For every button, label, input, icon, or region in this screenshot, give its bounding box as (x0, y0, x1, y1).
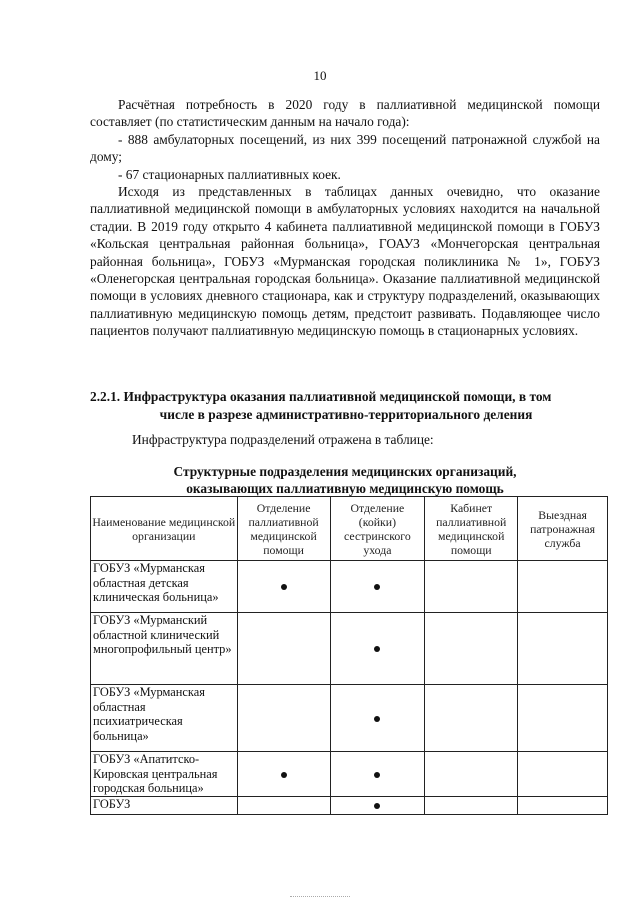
section-heading (90, 388, 602, 424)
header-organization: Наименование медицинской организации (91, 497, 238, 561)
table-cell (330, 613, 425, 685)
bullet-dot-icon (374, 716, 380, 722)
table-cell (425, 685, 518, 752)
table-cell (518, 796, 608, 814)
table-cell (237, 613, 330, 685)
table-title (90, 463, 600, 497)
table-body (91, 561, 608, 815)
table-cell (330, 685, 425, 752)
section-heading-line2: числе в разрезе административно-территориального деления (159, 407, 533, 422)
table-row (91, 685, 608, 752)
bullet-dot-icon (374, 772, 380, 778)
header-palliative-department: Отделение паллиативной медицинской помощи (237, 497, 330, 561)
page-number: 10 (313, 68, 327, 83)
paragraph-need: Расчётная потребность в 2020 году в паллиативной медицинской помощи составляет (по статистическим данным на начало года): (90, 97, 600, 130)
table-cell (425, 561, 518, 613)
bullet-dot-icon (374, 584, 380, 590)
table-intro: Инфраструктура подразделений отражена в таблице: (132, 432, 434, 447)
table-cell (237, 752, 330, 797)
table-cell (237, 685, 330, 752)
organization-name: ГОБУЗ «Мурманская областная детская клиническая больница» (91, 561, 238, 613)
bullet-dot-icon (281, 772, 287, 778)
table-cell (518, 752, 608, 797)
table-cell (330, 796, 425, 814)
table-cell (237, 561, 330, 613)
table-title-line1: Структурные подразделения медицинских организаций, (173, 464, 517, 479)
palliative-units-table (90, 496, 608, 815)
table-cell (425, 752, 518, 797)
organization-name: ГОБУЗ (91, 796, 238, 814)
table-row (91, 613, 608, 685)
table-cell (518, 613, 608, 685)
list-item-visits: - 888 амбулаторных посещений, из них 399 посещений патронажной службой на дому; (90, 131, 600, 165)
table-cell (330, 561, 425, 613)
list-item-beds: - 67 стационарных паллиативных коек. (118, 166, 341, 182)
table-cell (518, 561, 608, 613)
table-title-line2: оказывающих паллиативную медицинскую помощь (186, 481, 504, 496)
paragraph-analysis: Исходя из представленных в таблицах данных очевидно, что оказание паллиативной медицинской помощи в амбулаторных условиях находится на начальной стадии. В 2019 году открыто 4 кабинета паллиативной медицинской помощи в ГОБУЗ «Кольская центральная районная больница», ГОАУЗ «Мончегорская центральная районная больница», ГОБУЗ «Мурманская городская поликлиника № 1», ГОБУЗ «Оленегорская центральная городская больница». Оказание паллиативной медицинской помощи в условиях дневного стационара, как и структуру подразделений, оказывающих паллиативную медицинскую помощь детям, предстоит развивать. Подавляющее число пациентов получают паллиативную медицинскую помощь в стационарных условиях. (90, 184, 600, 339)
header-nursing-department: Отделение (койки) сестринского ухода (330, 497, 425, 561)
bullet-dot-icon (374, 803, 380, 809)
section-heading-line1: 2.2.1. Инфраструктура оказания паллиативной медицинской помощи, в том (90, 389, 552, 404)
body-text (90, 96, 600, 340)
table-row (91, 752, 608, 797)
organization-name: ГОБУЗ «Мурманский областной клинический многопрофильный центр» (91, 613, 238, 685)
table-cell (425, 796, 518, 814)
table-row (91, 561, 608, 613)
bullet-dot-icon (281, 584, 287, 590)
bullet-dot-icon (374, 646, 380, 652)
organization-name: ГОБУЗ «Апатитско-Кировская центральная городская больница» (91, 752, 238, 797)
table-header-row (91, 497, 608, 561)
table-cell (518, 685, 608, 752)
header-palliative-office: Кабинет паллиативной медицинской помощи (425, 497, 518, 561)
table-cell (330, 752, 425, 797)
header-visiting-service: Выездная патронажная служба (518, 497, 608, 561)
table-cell (237, 796, 330, 814)
table-cell (425, 613, 518, 685)
footer-mark (290, 896, 350, 898)
table-row (91, 796, 608, 814)
organization-name: ГОБУЗ «Мурманская областная психиатрическая больница» (91, 685, 238, 752)
